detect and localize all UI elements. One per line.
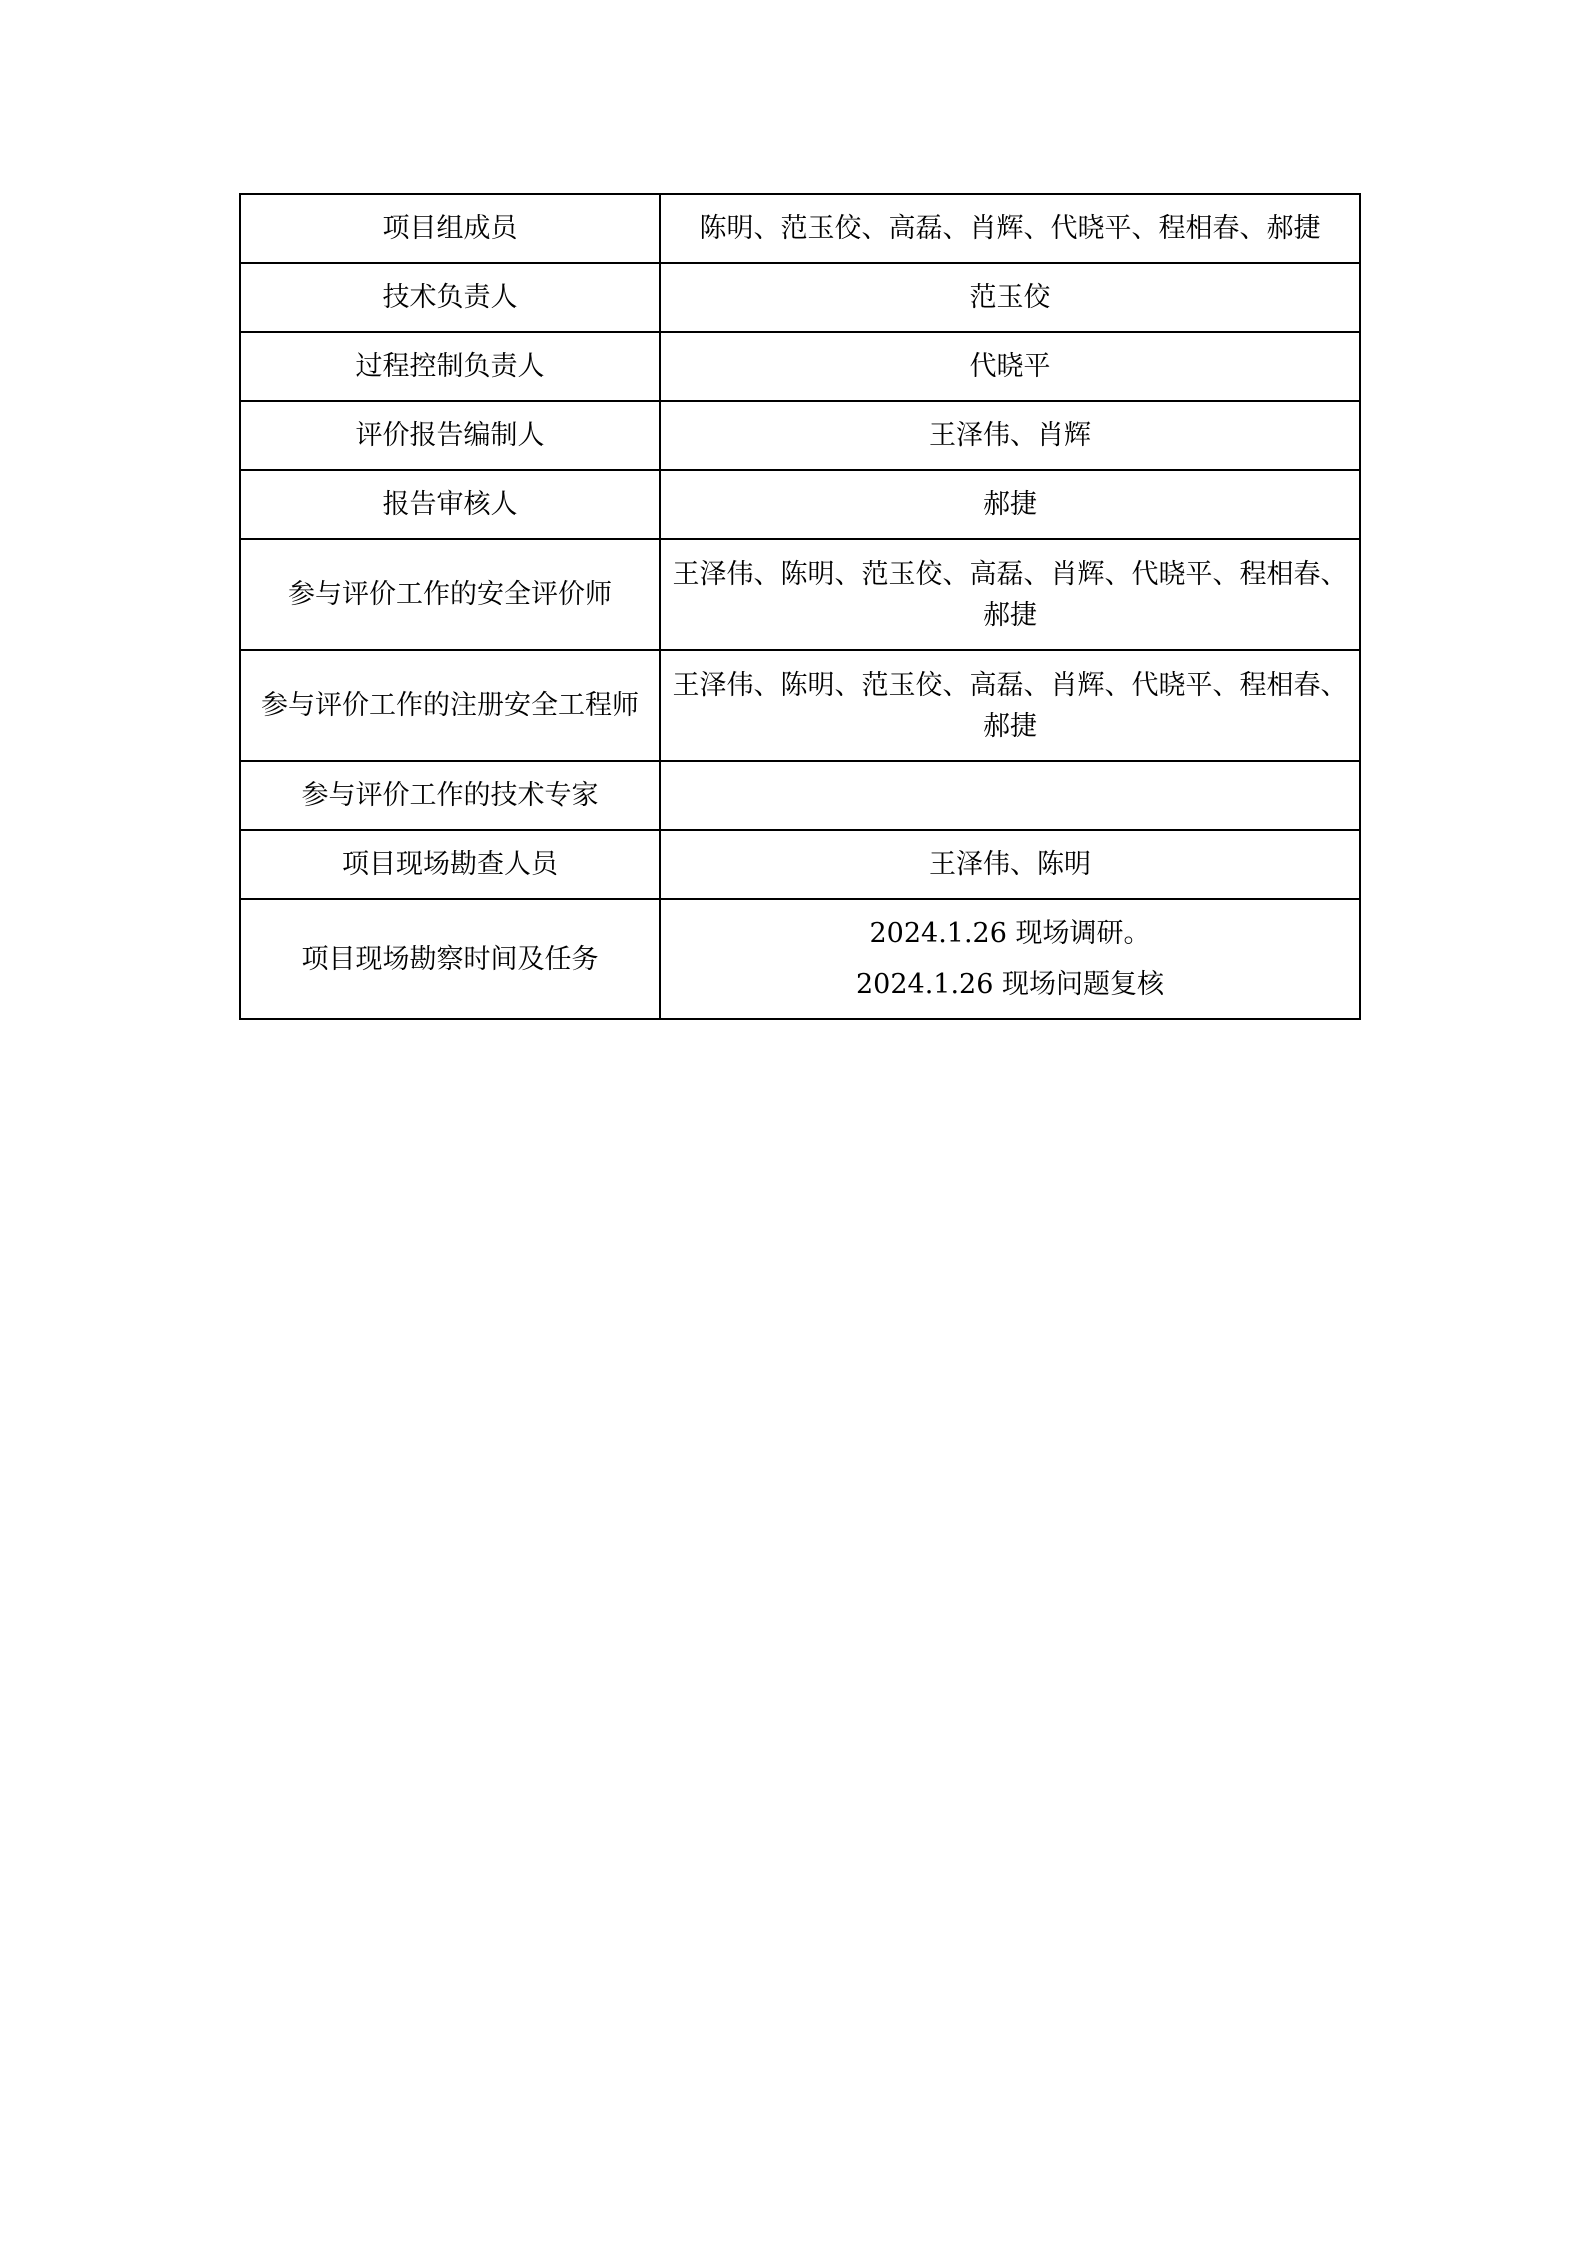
row-value: 郝捷: [660, 470, 1360, 539]
survey-task-line: 2024.1.26 现场问题复核: [856, 969, 1164, 1000]
row-value: 王泽伟、陈明、范玉佼、高磊、肖辉、代晓平、程相春、郝捷: [660, 539, 1360, 650]
table-row: [240, 761, 1360, 830]
row-value: [660, 899, 1360, 1019]
table-row: [240, 332, 1360, 401]
row-label: 项目现场勘查人员: [240, 830, 660, 899]
table-row: [240, 830, 1360, 899]
personnel-table: [239, 193, 1361, 1020]
table-row: [240, 263, 1360, 332]
row-label: 评价报告编制人: [240, 401, 660, 470]
table-row: [240, 470, 1360, 539]
row-value: 代晓平: [660, 332, 1360, 401]
row-label: 参与评价工作的安全评价师: [240, 539, 660, 650]
table-row: [240, 899, 1360, 1019]
row-label: 项目现场勘察时间及任务: [240, 899, 660, 1019]
row-value: 范玉佼: [660, 263, 1360, 332]
row-label: 报告审核人: [240, 470, 660, 539]
row-value: 王泽伟、肖辉: [660, 401, 1360, 470]
table-row: [240, 401, 1360, 470]
row-value: 陈明、范玉佼、高磊、肖辉、代晓平、程相春、郝捷: [660, 194, 1360, 263]
row-value: 王泽伟、陈明、范玉佼、高磊、肖辉、代晓平、程相春、郝捷: [660, 650, 1360, 761]
row-label: 项目组成员: [240, 194, 660, 263]
row-value: 王泽伟、陈明: [660, 830, 1360, 899]
table-row: [240, 194, 1360, 263]
row-label: 过程控制负责人: [240, 332, 660, 401]
row-label: 技术负责人: [240, 263, 660, 332]
table-row: [240, 650, 1360, 761]
row-label: 参与评价工作的技术专家: [240, 761, 660, 830]
row-label: 参与评价工作的注册安全工程师: [240, 650, 660, 761]
survey-task-line: 2024.1.26 现场调研。: [869, 918, 1151, 949]
table-row: [240, 539, 1360, 650]
row-value: [660, 761, 1360, 830]
